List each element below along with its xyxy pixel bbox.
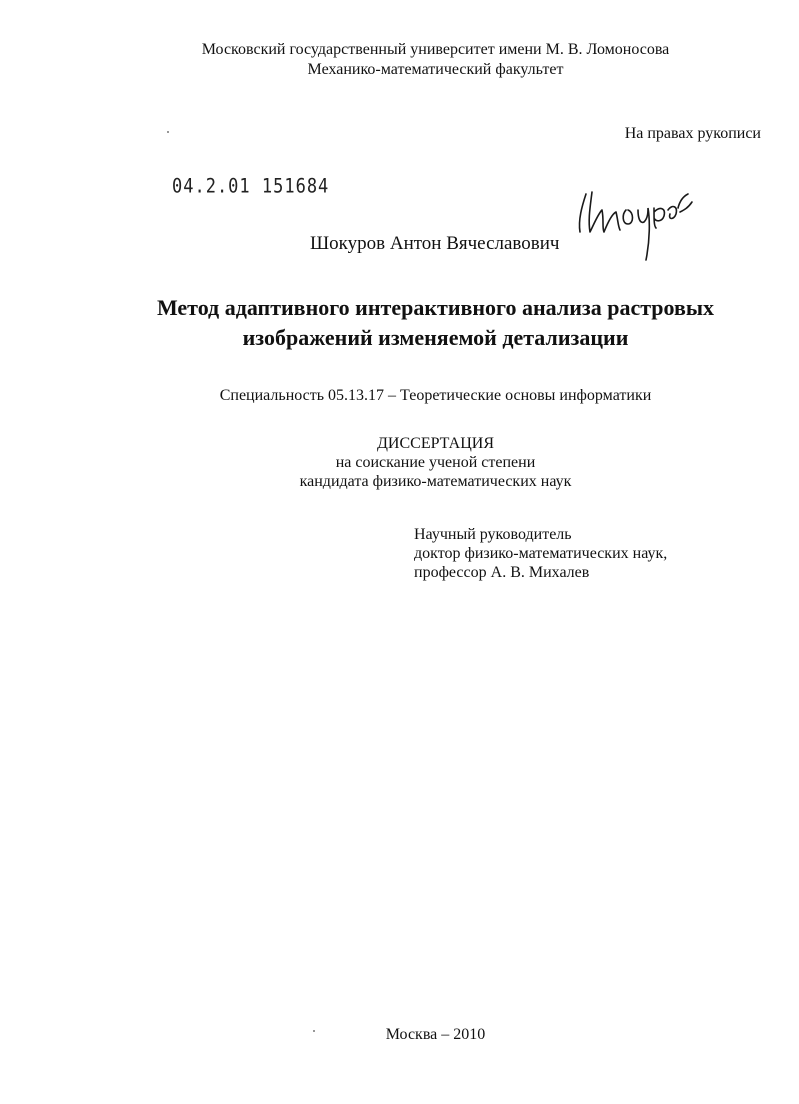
scan-speck: [167, 131, 169, 133]
author-name: Шокуров Антон Вячеславович: [310, 233, 560, 254]
rights-note: На правах рукописи: [624, 125, 761, 142]
archive-stamp: 04.2.01 151684: [172, 175, 330, 198]
dissertation-title-line-1: Метод адаптивного интерактивного анализа растровых: [156, 295, 715, 320]
dissertation-heading: ДИССЕРТАЦИЯ: [377, 435, 494, 452]
supervisor-name: профессор А. В. Михалев: [414, 564, 590, 581]
faculty-name: Механико-математический факультет: [307, 61, 564, 78]
supervisor-degree: доктор физико-математических наук,: [414, 545, 668, 562]
university-name: Московский государственный университет имени М. В. Ломоносова: [201, 41, 670, 58]
handwritten-signature: [568, 180, 698, 265]
city-year: Москва – 2010: [385, 1026, 486, 1043]
specialty-line: Специальность 05.13.17 – Теоретические основы информатики: [219, 387, 652, 404]
supervisor-label: Научный руководитель: [414, 526, 572, 543]
degree-line-2: кандидата физико-математических наук: [299, 473, 572, 490]
supervisor-block: [414, 525, 667, 582]
degree-line-1: на соискание ученой степени: [335, 454, 536, 471]
dissertation-title-line-2: изображений изменяемой детализации: [242, 325, 629, 350]
